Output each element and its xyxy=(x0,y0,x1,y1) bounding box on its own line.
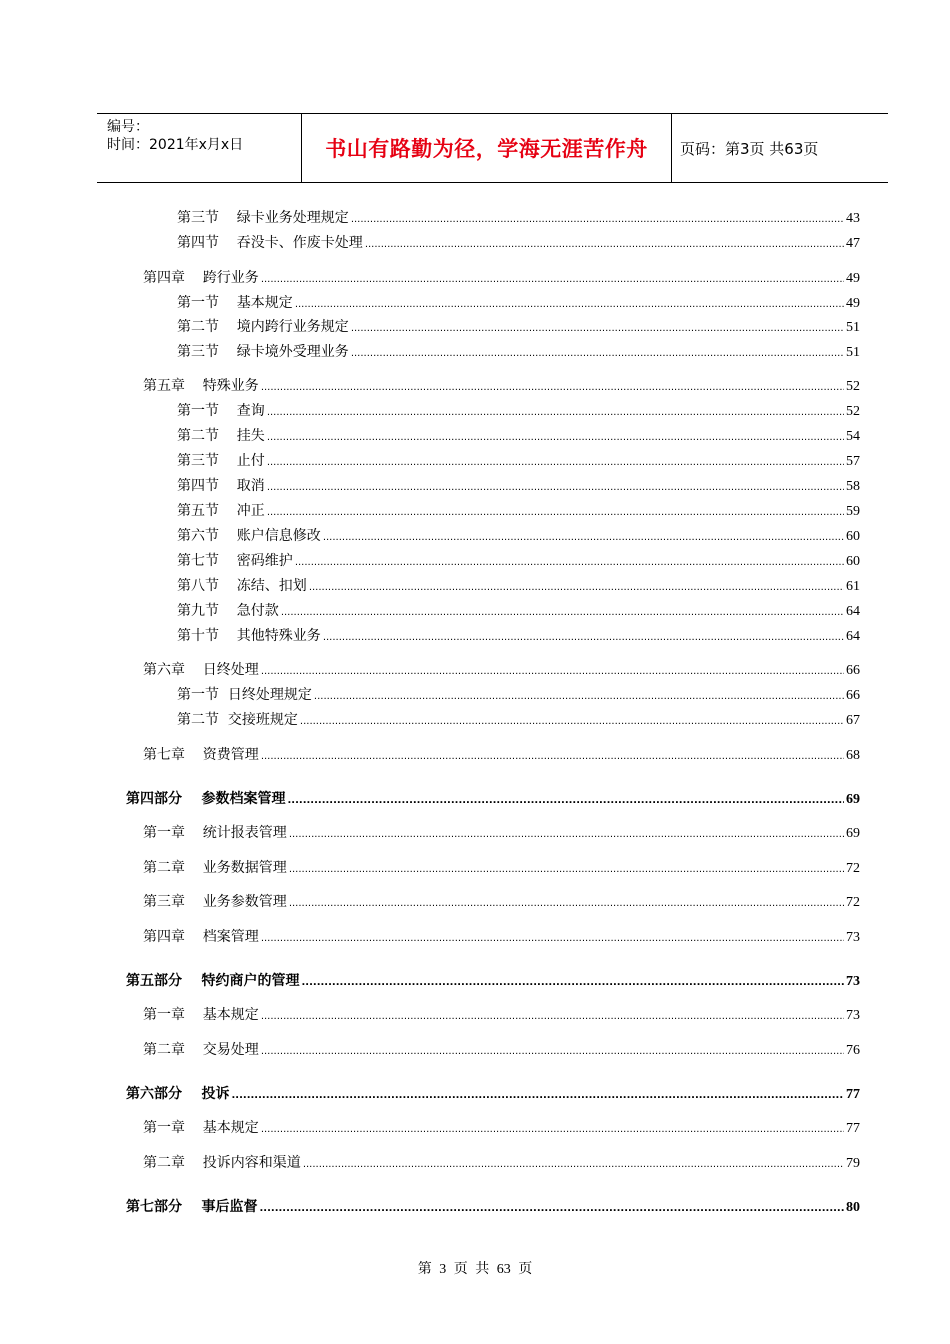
toc-entry[interactable] xyxy=(177,685,860,705)
toc-entry-page: 64 xyxy=(846,604,860,619)
toc-leader-dots xyxy=(261,1042,844,1062)
toc-entry[interactable] xyxy=(177,526,860,546)
toc-entry[interactable] xyxy=(177,233,860,253)
toc-leader-dots xyxy=(289,894,844,914)
toc-entry-title: 第四节 取消 xyxy=(177,478,265,494)
toc-leader-dots xyxy=(261,662,844,682)
toc-entry-title: 第七章 资费管理 xyxy=(143,747,259,763)
toc-entry-title: 第三章 业务参数管理 xyxy=(143,894,287,910)
toc-entry-title: 第二节 交接班规定 xyxy=(177,712,298,728)
toc-entry-title: 第二章 交易处理 xyxy=(143,1042,259,1058)
toc-entry[interactable] xyxy=(143,745,860,765)
toc-entry-page: 68 xyxy=(846,748,860,763)
toc-entry[interactable] xyxy=(177,476,860,496)
toc-entry-title: 第七节 密码维护 xyxy=(177,553,293,569)
toc-entry-title: 第九节 急付款 xyxy=(177,603,279,619)
toc-entry[interactable] xyxy=(177,501,860,521)
toc-entry-title: 第四章 跨行业务 xyxy=(143,270,259,286)
toc-entry-page: 72 xyxy=(846,861,860,876)
toc-entry-title: 第二章 投诉内容和渠道 xyxy=(143,1155,301,1171)
toc-entry[interactable] xyxy=(143,376,860,396)
toc-leader-dots xyxy=(351,344,844,364)
toc-entry[interactable] xyxy=(177,401,860,421)
document-number-label: 编号： xyxy=(107,119,149,135)
toc-entry-page: 49 xyxy=(846,271,860,286)
page-header xyxy=(97,113,888,183)
toc-entry[interactable] xyxy=(177,208,860,228)
toc-entry-title: 第三节 止付 xyxy=(177,453,265,469)
toc-leader-dots xyxy=(295,295,844,315)
toc-entry[interactable] xyxy=(177,317,860,337)
toc-entry[interactable] xyxy=(177,293,860,313)
toc-entry-title: 第三节 绿卡业务处理规定 xyxy=(177,210,349,226)
toc-leader-dots xyxy=(289,860,844,880)
toc-entry-title: 第一章 基本规定 xyxy=(143,1007,259,1023)
toc-entry-title: 第三节 绿卡境外受理业务 xyxy=(177,344,349,360)
toc-entry-title: 第十节 其他特殊业务 xyxy=(177,628,321,644)
footer-text: 页 xyxy=(453,1262,468,1277)
toc-entry[interactable] xyxy=(143,1005,860,1025)
toc-leader-dots xyxy=(303,1155,844,1175)
toc-entry[interactable] xyxy=(177,601,860,621)
toc-entry[interactable] xyxy=(177,342,860,362)
toc-entry-page: 60 xyxy=(846,529,860,544)
toc-entry[interactable] xyxy=(143,927,860,947)
footer-text: 共 xyxy=(475,1262,490,1277)
toc-entry[interactable] xyxy=(126,789,860,809)
toc-entry-title: 第四章 档案管理 xyxy=(143,929,259,945)
toc-leader-dots xyxy=(323,628,844,648)
toc-entry-title: 第一章 统计报表管理 xyxy=(143,825,287,841)
toc-entry-page: 52 xyxy=(846,379,860,394)
toc-entry-page: 76 xyxy=(846,1043,860,1058)
toc-leader-dots xyxy=(261,1007,844,1027)
toc-entry[interactable] xyxy=(143,892,860,912)
toc-entry-page: 72 xyxy=(846,895,860,910)
toc-leader-dots xyxy=(261,378,844,398)
toc-entry[interactable] xyxy=(143,268,860,288)
toc-entry-title: 第二节 境内跨行业务规定 xyxy=(177,319,349,335)
toc-leader-dots xyxy=(267,503,844,523)
toc-leader-dots xyxy=(281,603,844,623)
toc-entry[interactable] xyxy=(143,1040,860,1060)
toc-leader-dots xyxy=(302,973,845,993)
toc-entry-title: 第二章 业务数据管理 xyxy=(143,860,287,876)
toc-entry-page: 59 xyxy=(846,504,860,519)
toc-entry-page: 61 xyxy=(846,579,860,594)
toc-entry-title: 第一节 查询 xyxy=(177,403,265,419)
toc-entry[interactable] xyxy=(143,858,860,878)
toc-entry[interactable] xyxy=(143,823,860,843)
toc-entry-page: 64 xyxy=(846,629,860,644)
toc-entry[interactable] xyxy=(126,1197,860,1217)
toc-entry[interactable] xyxy=(143,660,860,680)
toc-entry-page: 60 xyxy=(846,554,860,569)
toc-entry[interactable] xyxy=(126,971,860,991)
toc-leader-dots xyxy=(261,270,844,290)
toc-entry-page: 79 xyxy=(846,1156,860,1171)
toc-leader-dots xyxy=(351,319,844,339)
toc-entry-title: 第五节 冲正 xyxy=(177,503,265,519)
toc-entry-page: 73 xyxy=(846,1008,860,1023)
document-time-label: 时间：2021年x月x日 xyxy=(107,137,244,153)
header-page-info: 页码：第3页 共63页 xyxy=(680,139,819,158)
toc-entry-page: 51 xyxy=(846,345,860,360)
toc-leader-dots xyxy=(288,791,845,811)
toc-entry-title: 第五章 特殊业务 xyxy=(143,378,259,394)
header-motto: 书山有路勤为径，学海无涯苦作舟 xyxy=(301,114,672,182)
toc-leader-dots xyxy=(300,712,844,732)
toc-leader-dots xyxy=(232,1086,845,1106)
toc-leader-dots xyxy=(261,747,844,767)
toc-entry-page: 77 xyxy=(846,1087,860,1102)
toc-entry[interactable] xyxy=(177,710,860,730)
toc-entry-page: 43 xyxy=(846,211,860,226)
toc-entry-title: 第一节 日终处理规定 xyxy=(177,687,312,703)
toc-entry-page: 77 xyxy=(846,1121,860,1136)
toc-leader-dots xyxy=(314,687,844,707)
toc-entry-title: 第二节 挂失 xyxy=(177,428,265,444)
footer-text: 页 xyxy=(518,1262,533,1277)
toc-leader-dots xyxy=(267,478,844,498)
toc-entry-page: 80 xyxy=(846,1200,860,1215)
toc-entry-page: 54 xyxy=(846,429,860,444)
toc-entry-page: 69 xyxy=(846,826,860,841)
toc-entry-page: 66 xyxy=(846,663,860,678)
toc-entry-page: 49 xyxy=(846,296,860,311)
toc-entry-title: 第七部分 事后监督 xyxy=(126,1199,258,1215)
toc-entry-page: 73 xyxy=(846,930,860,945)
toc-entry[interactable] xyxy=(177,626,860,646)
toc-entry-title: 第四节 吞没卡、作废卡处理 xyxy=(177,235,363,251)
toc-leader-dots xyxy=(260,1199,845,1219)
toc-entry-title: 第一节 基本规定 xyxy=(177,295,293,311)
footer-page-number: 3 xyxy=(439,1262,447,1277)
toc-entry-page: 51 xyxy=(846,320,860,335)
toc-entry-page: 58 xyxy=(846,479,860,494)
footer-text: 第 xyxy=(417,1262,432,1277)
toc-entry[interactable] xyxy=(177,551,860,571)
toc-leader-dots xyxy=(323,528,844,548)
page-footer xyxy=(0,1258,950,1278)
toc-entry-page: 73 xyxy=(846,974,860,989)
header-meta xyxy=(97,114,301,182)
toc-entry-title: 第四部分 参数档案管理 xyxy=(126,791,286,807)
toc-entry-page: 52 xyxy=(846,404,860,419)
toc-entry-title: 第六部分 投诉 xyxy=(126,1086,230,1102)
toc-entry-page: 67 xyxy=(846,713,860,728)
toc-entry[interactable] xyxy=(177,576,860,596)
toc-leader-dots xyxy=(267,453,844,473)
toc-leader-dots xyxy=(289,825,844,845)
toc-entry-page: 69 xyxy=(846,792,860,807)
toc-leader-dots xyxy=(261,929,844,949)
toc-entry[interactable] xyxy=(126,1084,860,1104)
toc-entry-title: 第六章 日终处理 xyxy=(143,662,259,678)
toc-entry[interactable] xyxy=(143,1153,860,1173)
toc-entry[interactable] xyxy=(177,451,860,471)
toc-leader-dots xyxy=(351,210,844,230)
toc-entry[interactable] xyxy=(143,1118,860,1138)
toc-entry-title: 第八节 冻结、扣划 xyxy=(177,578,307,594)
toc-entry-title: 第一章 基本规定 xyxy=(143,1120,259,1136)
toc-leader-dots xyxy=(295,553,844,573)
toc-entry[interactable] xyxy=(177,426,860,446)
toc-entry-title: 第六节 账户信息修改 xyxy=(177,528,321,544)
toc-leader-dots xyxy=(267,428,844,448)
toc-leader-dots xyxy=(261,1120,844,1140)
toc-entry-page: 66 xyxy=(846,688,860,703)
toc-entry-page: 47 xyxy=(846,236,860,251)
toc-leader-dots xyxy=(309,578,844,598)
toc-leader-dots xyxy=(267,403,844,423)
toc-entry-title: 第五部分 特约商户的管理 xyxy=(126,973,300,989)
footer-total-pages: 63 xyxy=(496,1262,511,1277)
toc-entry-page: 57 xyxy=(846,454,860,469)
toc-leader-dots xyxy=(365,235,844,255)
